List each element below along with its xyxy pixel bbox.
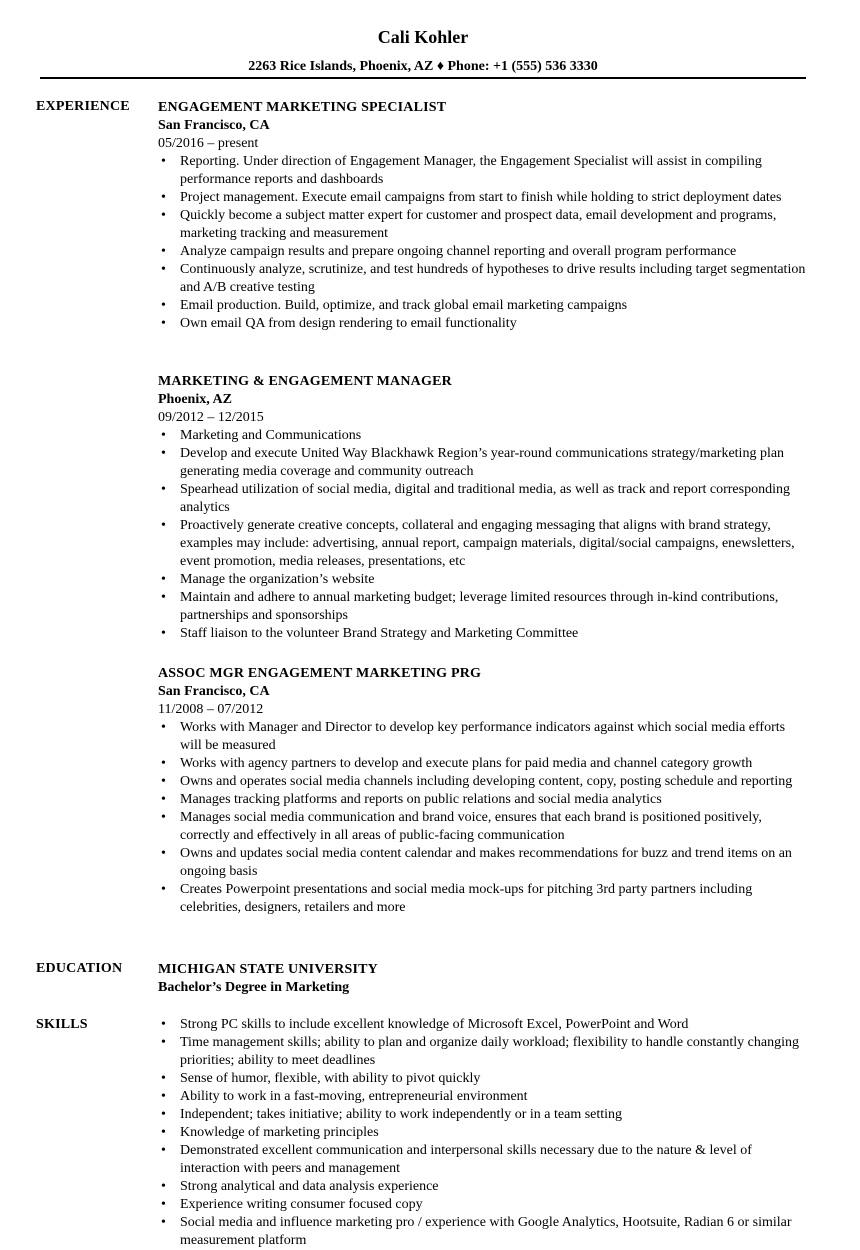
job-entry (158, 373, 808, 643)
skills-entry (158, 1016, 808, 1250)
candidate-name: Cali Kohler (377, 27, 469, 47)
list-item: • Ability to work in a fast-moving, entrepreneurial environment (158, 1088, 808, 1106)
list-item: • Reporting. Under direction of Engagement Manager, the Engagement Specialist will assist in compiling performance reports and dashboards (158, 153, 808, 189)
list-item: • Email production. Build, optimize, and track global email marketing campaigns (158, 297, 808, 315)
job-title: MARKETING & ENGAGEMENT MANAGER (158, 374, 452, 389)
list-item: • Experience writing consumer focused copy (158, 1196, 808, 1214)
list-item: • Continuously analyze, scrutinize, and test hundreds of hypotheses to drive results including target segmentation and A/B creative testing (158, 261, 808, 297)
job-dates: 11/2008 – 07/2012 (158, 702, 264, 717)
job-bullets (158, 719, 808, 917)
list-item: • Proactively generate creative concepts, collateral and engaging messaging that aligns with brand strategy, examples may include: advertising, annual report, campaign materials, digital/social campaigns, enewsletters, event promotion, media releases, presentations, etc (158, 517, 808, 571)
job-bullets (158, 153, 808, 333)
header-divider (40, 77, 806, 79)
job-dates: 09/2012 – 12/2015 (158, 410, 264, 425)
list-item: • Strong PC skills to include excellent knowledge of Microsoft Excel, PowerPoint and Word (158, 1016, 808, 1034)
job-location: Phoenix, AZ (158, 392, 232, 407)
experience-heading: EXPERIENCE (36, 99, 130, 114)
list-item: • Social media and influence marketing pro / experience with Google Analytics, Hootsuite, Radian 6 or similar measurement platform (158, 1214, 808, 1250)
list-item: • Marketing and Communications (158, 427, 808, 445)
job-entry (158, 99, 808, 333)
skills-list (158, 1016, 808, 1250)
list-item: • Sense of humor, flexible, with ability to pivot quickly (158, 1070, 808, 1088)
job-title: ENGAGEMENT MARKETING SPECIALIST (158, 100, 447, 115)
list-item: • Manage the organization’s website (158, 571, 808, 589)
list-item: • Project management. Execute email campaigns from start to finish while holding to strict deployment dates (158, 189, 808, 207)
education-heading: EDUCATION (36, 961, 123, 976)
list-item: • Owns and operates social media channels including developing content, copy, posting schedule and reporting (158, 773, 808, 791)
job-bullets (158, 427, 808, 643)
list-item: • Quickly become a subject matter expert for customer and prospect data, email development and programs, marketing tracking and measurement (158, 207, 808, 243)
list-item: • Creates Powerpoint presentations and social media mock-ups for pitching 3rd party partners including celebrities, designers, retailers and more (158, 881, 808, 917)
list-item: • Knowledge of marketing principles (158, 1124, 808, 1142)
list-item: • Time management skills; ability to plan and organize daily workload; flexibility to handle constantly changing priorities; ability to meet deadlines (158, 1034, 808, 1070)
job-title: ASSOC MGR ENGAGEMENT MARKETING PRG (158, 666, 482, 681)
job-dates: 05/2016 – present (158, 136, 259, 151)
list-item: • Staff liaison to the volunteer Brand Strategy and Marketing Committee (158, 625, 808, 643)
list-item: • Spearhead utilization of social media, digital and traditional media, as well as track and report corresponding analytics (158, 481, 808, 517)
job-location: San Francisco, CA (158, 118, 270, 133)
list-item: • Own email QA from design rendering to email functionality (158, 315, 808, 333)
list-item: • Owns and updates social media content calendar and makes recommendations for buzz and trend items on an ongoing basis (158, 845, 808, 881)
school-name: MICHIGAN STATE UNIVERSITY (158, 962, 378, 977)
list-item: • Demonstrated excellent communication and interpersonal skills necessary due to the nature & level of interaction with peers and management (158, 1142, 808, 1178)
contact-line: 2263 Rice Islands, Phoenix, AZ ♦ Phone: +1 (555) 536 3330 (248, 59, 598, 74)
degree: Bachelor’s Degree in Marketing (158, 980, 350, 995)
skills-heading: SKILLS (36, 1017, 88, 1032)
list-item: • Manages social media communication and brand voice, ensures that each brand is positioned positively, correctly and effectively in all areas of public-facing communication (158, 809, 808, 845)
list-item: • Independent; takes initiative; ability to work independently or in a team setting (158, 1106, 808, 1124)
list-item: • Works with Manager and Director to develop key performance indicators against which social media efforts will be measured (158, 719, 808, 755)
list-item: • Manages tracking platforms and reports on public relations and social media analytics (158, 791, 808, 809)
list-item: • Strong analytical and data analysis experience (158, 1178, 808, 1196)
job-location: San Francisco, CA (158, 684, 270, 699)
list-item: • Develop and execute United Way Blackhawk Region’s year-round communications strategy/marketing plan generating media coverage and community outreach (158, 445, 808, 481)
job-entry (158, 665, 808, 917)
education-entry (158, 961, 808, 997)
list-item: • Works with agency partners to develop and execute plans for paid media and channel category growth (158, 755, 808, 773)
list-item: • Maintain and adhere to annual marketing budget; leverage limited resources through in-kind contributions, partnerships and sponsorships (158, 589, 808, 625)
list-item: • Analyze campaign results and prepare ongoing channel reporting and overall program performance (158, 243, 808, 261)
